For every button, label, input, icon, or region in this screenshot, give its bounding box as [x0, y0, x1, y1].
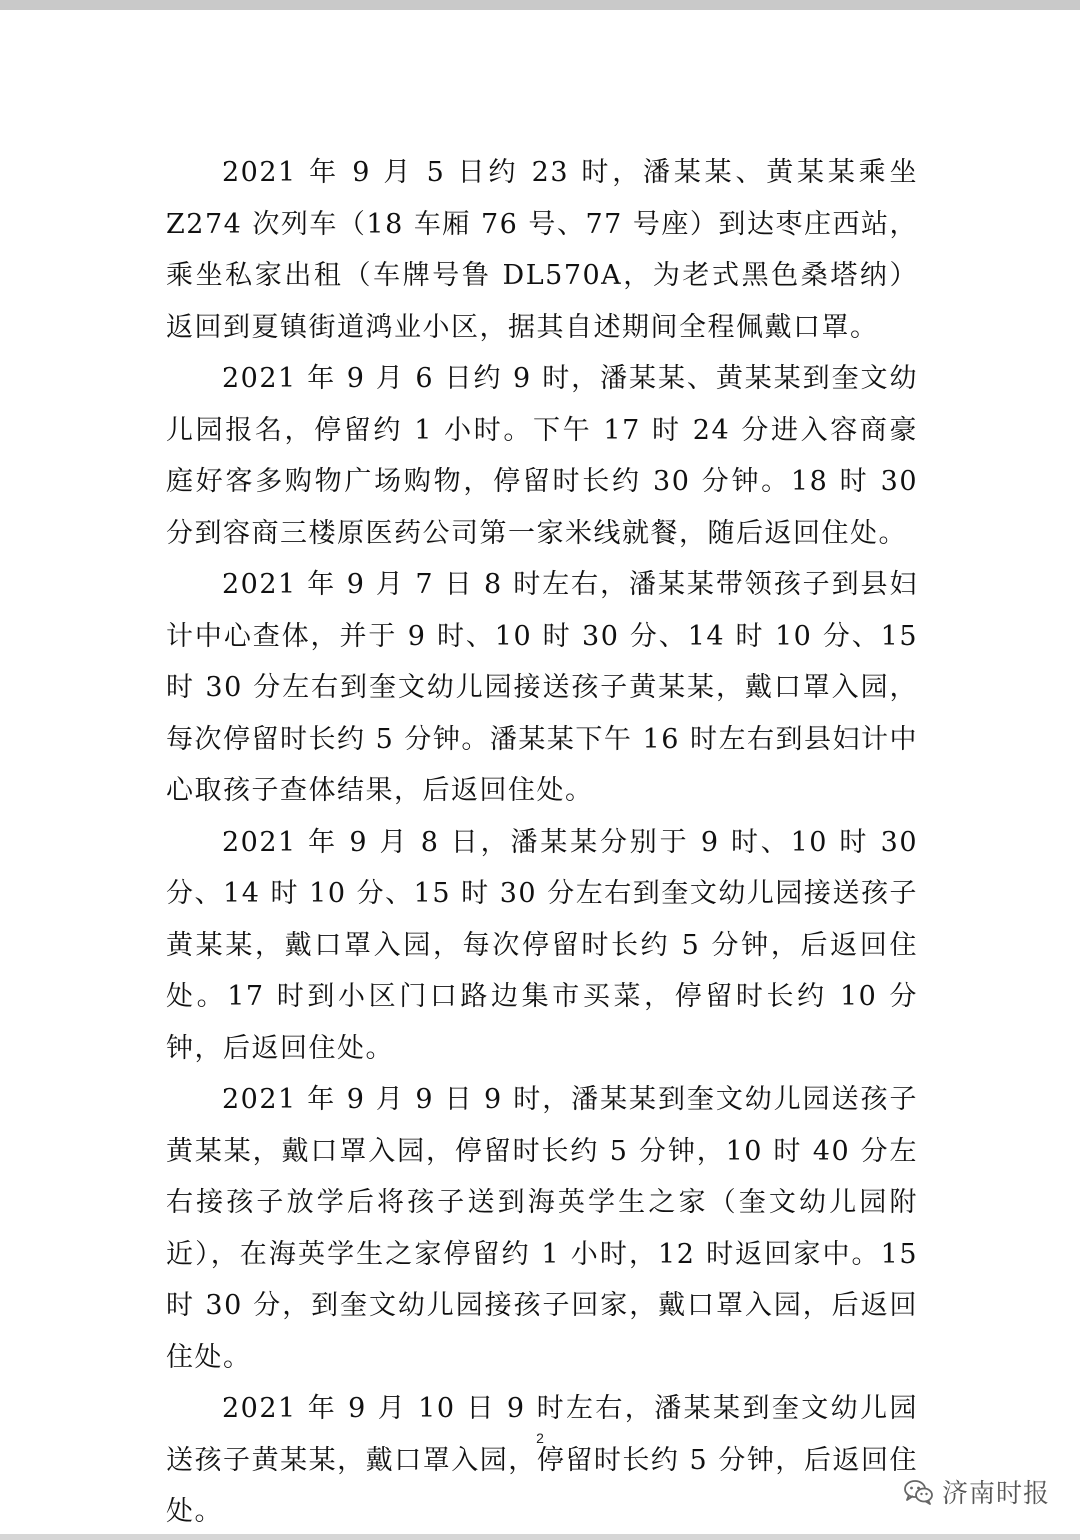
paragraph-sep-5: 2021 年 9 月 5 日约 23 时，潘某某、黄某某乘坐 Z274 次列车（18 车厢 76 号、77 号座）到达枣庄西站，乘坐私家出租（车牌号鲁 DL570A，为老式黑色桑塔纳）返回到夏镇街道鸿业小区，据其自述期间全程佩戴口罩。 [166, 157, 918, 343]
paragraph-sep-7: 2021 年 9 月 7 日 8 时左右，潘某某带领孩子到县妇计中心查体，并于 9 时、10 时 30 分、14 时 10 分、15 时 30 分左右到奎文幼儿园接送孩子黄某某，戴口罩入园，每次停留时长约 5 分钟。潘某某下午 16 时左右到县妇计中心取孩子查体结果，后返回住处。 [166, 569, 918, 806]
paragraph-sep-10: 2021 年 9 月 10 日 9 时左右，潘某某到奎文幼儿园送孩子黄某某，戴口罩入园，停留时长约 5 分钟，后返回住处。 [166, 1393, 918, 1527]
paragraph-sep-8: 2021 年 9 月 8 日，潘某某分别于 9 时、10 时 30 分、14 时 10 分、15 时 30 分左右到奎文幼儿园接送孩子黄某某，戴口罩入园，每次停留时长约 5 分钟，后返回住处。17 时到小区门口路边集市买菜，停留时长约 10 分钟，后返回住处。 [166, 826, 918, 1064]
wechat-icon [904, 1479, 934, 1505]
page-number: 2 [536, 1430, 544, 1446]
document-body [166, 147, 918, 1538]
watermark [904, 1473, 1050, 1510]
watermark-text: 济南时报 [941, 1479, 1050, 1509]
top-border [0, 0, 1080, 10]
paragraph-sep-6: 2021 年 9 月 6 日约 9 时，潘某某、黄某某到奎文幼儿园报名，停留约 1 小时。下午 17 时 24 分进入容商豪庭好客多购物广场购物，停留时长约 30 分钟。18 时 30 分到容商三楼原医药公司第一家米线就餐，随后返回住处。 [166, 363, 918, 549]
bottom-border [0, 1534, 1080, 1540]
paragraph-sep-9: 2021 年 9 月 9 日 9 时，潘某某到奎文幼儿园送孩子黄某某，戴口罩入园，停留时长约 5 分钟，10 时 40 分左右接孩子放学后将孩子送到海英学生之家（奎文幼儿园附近），在海英学生之家停留约 1 小时，12 时返回家中。15 时 30 分，到奎文幼儿园接孩子回家，戴口罩入园，后返回住处。 [166, 1084, 918, 1373]
